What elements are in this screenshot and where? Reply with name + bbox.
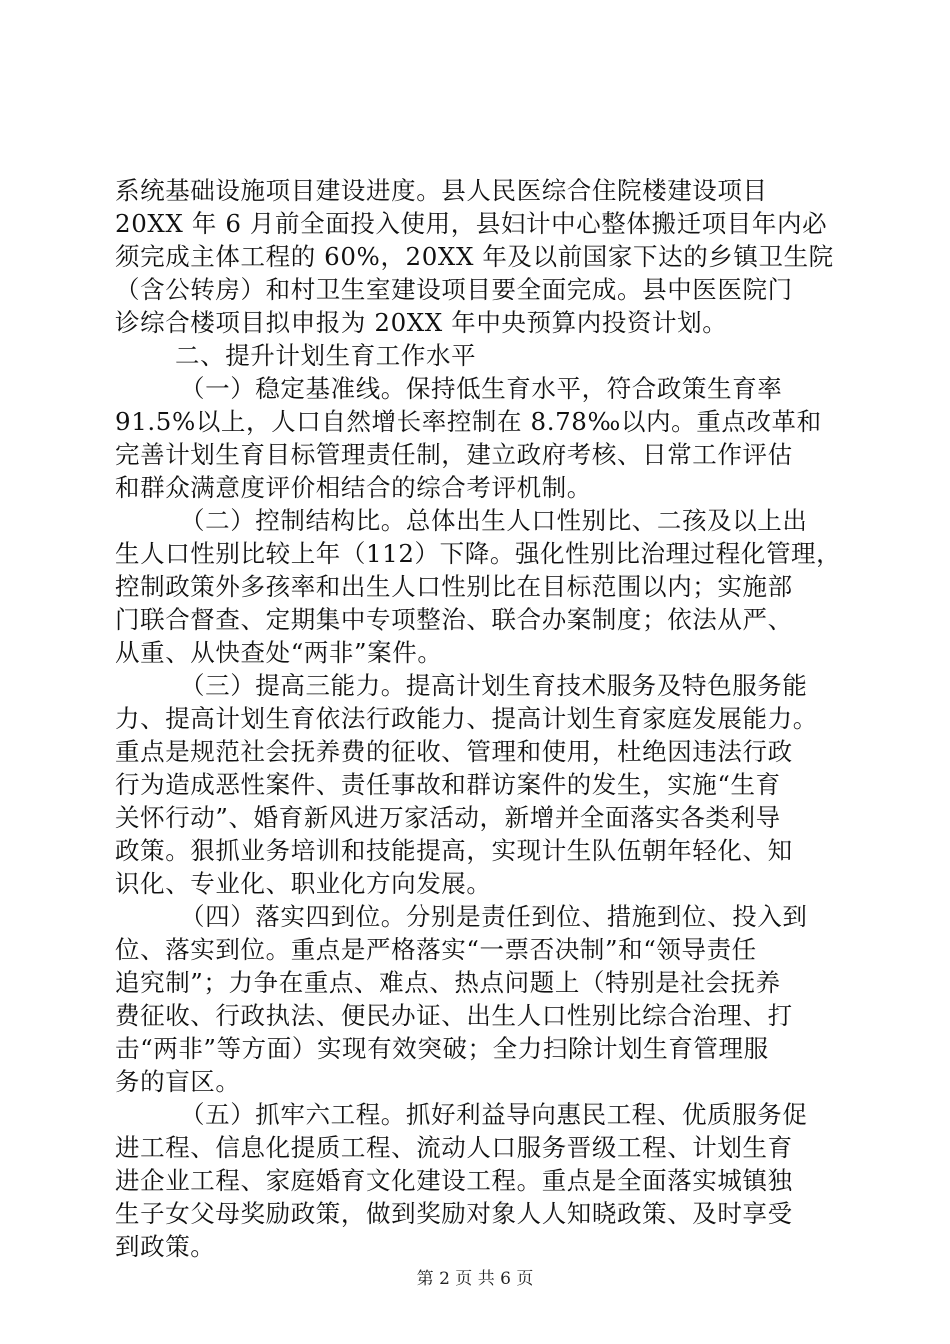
text-line: 91.5%以上，人口自然增长率控制在 8.78‰以内。重点改革和 [115, 407, 822, 436]
text-line: （一）稳定基准线。保持低生育水平，符合政策生育率 [180, 374, 783, 403]
text-line: （四）落实四到位。分别是责任到位、措施到位、投入到 [180, 902, 808, 931]
text-line: 生子女父母奖励政策，做到奖励对象人人知晓政策、及时享受 [115, 1199, 793, 1228]
text-line: 门联合督查、定期集中专项整治、联合办案制度；依法从严、 [115, 605, 793, 634]
text-line: 控制政策外多孩率和出生人口性别比在目标范围以内；实施部 [115, 572, 793, 601]
text-line: 20XX 年 6 月前全面投入使用，县妇计中心整体搬迁项目年内必 [115, 209, 828, 238]
text-line: 追究制”；力争在重点、难点、热点问题上（特别是社会抚养 [115, 968, 781, 997]
text-line: 系统基础设施项目建设进度。县人民医综合住院楼建设项目 [115, 176, 768, 205]
text-line: （五）抓牢六工程。抓好利益导向惠民工程、优质服务促 [180, 1100, 808, 1129]
text-line: 识化、专业化、职业化方向发展。 [115, 869, 492, 898]
text-line: 诊综合楼项目拟申报为 20XX 年中央预算内投资计划。 [115, 308, 728, 337]
page-footer: 第 2 页 共 6 页 [416, 1269, 534, 1289]
text-line: （含公转房）和村卫生室建设项目要全面完成。县中医医院门 [115, 275, 793, 304]
text-line: 和群众满意度评价相结合的综合考评机制。 [115, 473, 592, 502]
text-line: 进工程、信息化提质工程、流动人口服务晋级工程、计划生育 [115, 1133, 793, 1162]
text-line: 从重、从快查处“两非”案件。 [115, 638, 443, 667]
text-line: 位、落实到位。重点是严格落实“一票否决制”和“领导责任 [115, 935, 757, 964]
text-line: 费征收、行政执法、便民办证、出生人口性别比综合治理、打 [115, 1001, 793, 1030]
section-heading: 二、提升计划生育工作水平 [175, 341, 477, 370]
text-line: （三）提高三能力。提高计划生育技术服务及特色服务能 [180, 671, 808, 700]
text-line: （二）控制结构比。总体出生人口性别比、二孩及以上出 [180, 506, 808, 535]
text-line: 关怀行动”、婚育新风进万家活动，新增并全面落实各类利导 [115, 803, 781, 832]
text-line: 重点是规范社会抚养费的征收、管理和使用，杜绝因违法行政 [115, 737, 793, 766]
text-line: 务的盲区。 [115, 1067, 241, 1096]
text-line: 政策。狠抓业务培训和技能提高，实现计生队伍朝年轻化、知 [115, 836, 793, 865]
text-line: 击“两非”等方面）实现有效突破；全力扫除计划生育管理服 [115, 1034, 769, 1063]
text-line: 生人口性别比较上年（112）下降。强化性别比治理过程化管理， [115, 539, 842, 568]
text-line: 力、提高计划生育依法行政能力、提高计划生育家庭发展能力。 [115, 704, 818, 733]
text-line: 行为造成恶性案件、责任事故和群访案件的发生，实施“生育 [115, 770, 781, 799]
text-line: 须完成主体工程的 60%，20XX 年及以前国家下达的乡镇卫生院 [115, 242, 834, 271]
text-line: 到政策。 [115, 1232, 216, 1261]
text-line: 进企业工程、家庭婚育文化建设工程。重点是全面落实城镇独 [115, 1166, 793, 1195]
text-line: 完善计划生育目标管理责任制，建立政府考核、日常工作评估 [115, 440, 793, 469]
